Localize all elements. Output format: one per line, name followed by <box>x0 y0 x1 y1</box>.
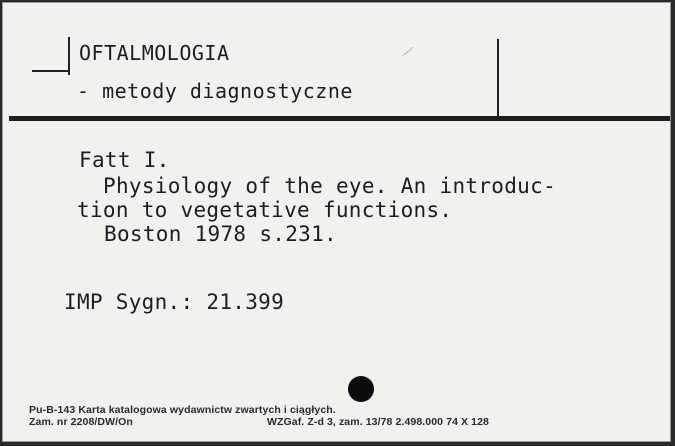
subject-subheading: - metody diagnostyczne <box>77 79 353 103</box>
printer-order-number: Zam. nr 2208/DW/On <box>29 416 133 428</box>
book-title-line-2: tion to vegetative functions. <box>77 198 453 222</box>
header-horizontal-rule <box>9 116 670 121</box>
subject-heading: OFTALMOLOGIA <box>79 41 230 65</box>
punch-hole <box>348 376 374 402</box>
author: Fatt I. <box>79 148 170 172</box>
catalog-card <box>2 2 671 442</box>
subject-bracket-tick <box>32 70 69 72</box>
printer-details: WZGaf. Z-d 3, zam. 13/78 2.498.000 74 X 128 <box>266 416 489 428</box>
pencil-mark <box>402 47 413 57</box>
header-vertical-rule <box>497 39 499 118</box>
imprint: Boston 1978 s.231. <box>104 222 337 246</box>
call-number: IMP Sygn.: 21.399 <box>64 290 285 314</box>
printer-imprint-line-2 <box>29 416 489 428</box>
book-title-line-1: Physiology of the eye. An introduc- <box>103 174 557 198</box>
printer-imprint-line-1: Pu-B-143 Karta katalogowa wydawnictw zwartych i ciągłych. <box>29 404 336 416</box>
